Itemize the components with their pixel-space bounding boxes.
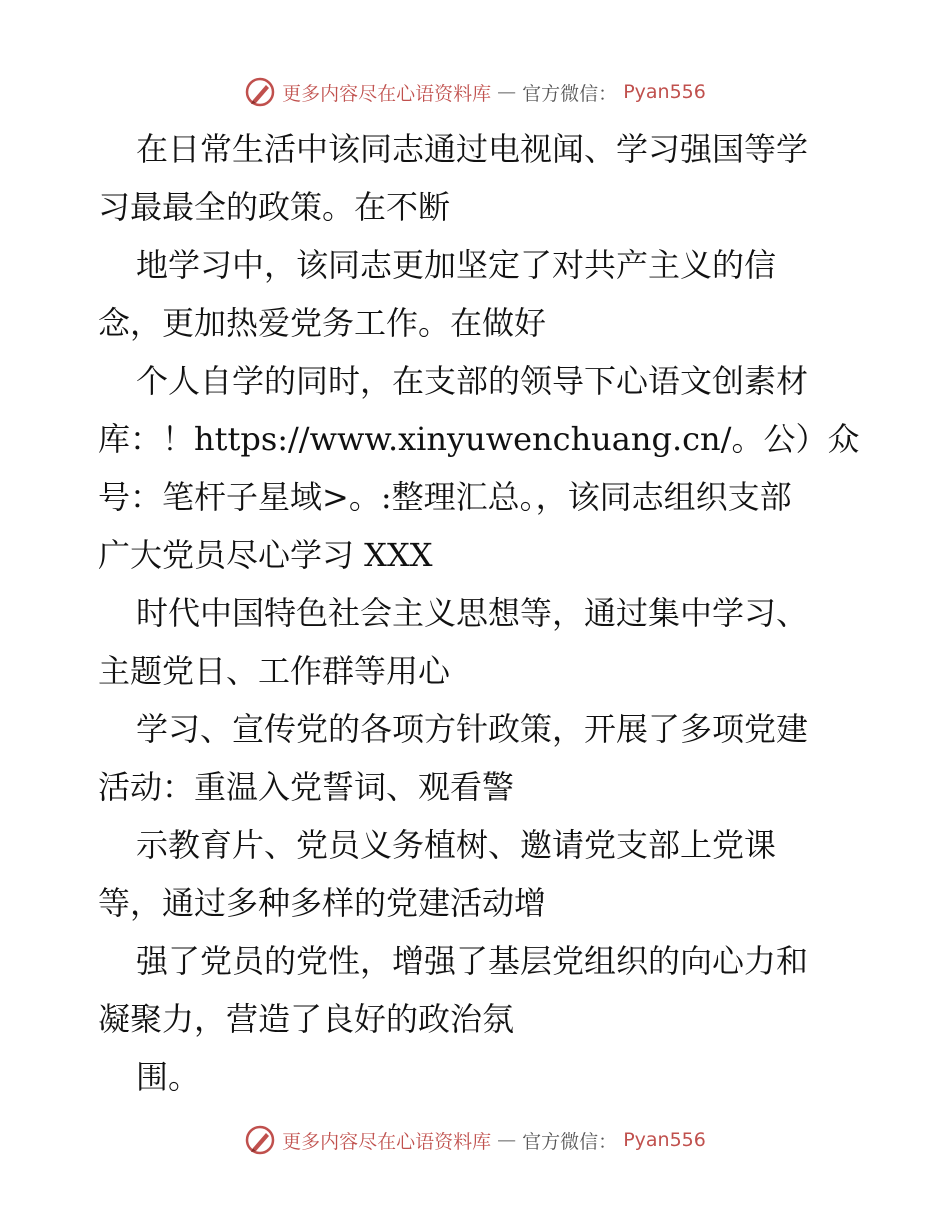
paragraph-line: 念，更加热爱党务工作。在做好 — [98, 304, 547, 342]
paragraph-line: 习最最全的政策。在不断 — [98, 188, 451, 226]
paragraph-line: 凝聚力，营造了良好的政治氛 — [98, 1000, 515, 1038]
paragraph-line: 主题党日、工作群等用心 — [98, 652, 451, 690]
pen-logo-icon — [244, 76, 276, 108]
footer-wechat-id: Pyan556 — [623, 1129, 706, 1151]
footer-separator: — — [497, 1129, 517, 1151]
paragraph-line: 时代中国特色社会主义思想等，通过集中学习、 — [136, 594, 809, 632]
paragraph-line: 示教育片、党员义务植树、邀请党支部上党课 — [136, 826, 777, 864]
paragraph-1 — [98, 120, 858, 236]
paragraph-line: 广大党员尽心学习 XXX — [98, 536, 433, 574]
paragraph-line: 个人自学的同时，在支部的领导下心语文创素材 — [136, 362, 809, 400]
header-wechat-id: Pyan556 — [623, 81, 706, 103]
paragraph-5 — [98, 700, 858, 816]
header-watermark — [0, 72, 950, 112]
paragraph-4 — [98, 584, 858, 700]
paragraph-line: 在日常生活中该同志通过电视闻、学习强国等学 — [136, 130, 809, 168]
paragraph-6 — [98, 816, 858, 932]
footer-brand-text: 更多内容尽在心语资料库 — [282, 1130, 492, 1153]
header-separator: — — [497, 81, 517, 103]
footer-watermark — [0, 1120, 950, 1160]
paragraph-line: 学习、宣传党的各项方针政策，开展了多项党建 — [136, 710, 809, 748]
paragraph-line: 活动：重温入党誓词、观看警 — [98, 768, 515, 806]
paragraph-7 — [98, 932, 858, 1048]
paragraph-line: 等，通过多种多样的党建活动增 — [98, 884, 547, 922]
paragraph-line: 强了党员的党性，增强了基层党组织的向心力和 — [136, 942, 809, 980]
paragraph-line: 号：笔杆子星域>。:整理汇总。，该同志组织支部 — [98, 478, 792, 516]
document-body — [98, 120, 858, 1106]
paragraph-line: 地学习中，该同志更加坚定了对共产主义的信 — [136, 246, 777, 284]
paragraph-line: 库：！https://www.xinyuwenchuang.cn/。公）众 — [98, 420, 860, 458]
paragraph-3 — [98, 352, 858, 584]
paragraph-8 — [98, 1048, 858, 1106]
paragraph-2 — [98, 236, 858, 352]
pen-logo-icon — [244, 1124, 276, 1156]
paragraph-line: 围。 — [136, 1058, 201, 1096]
header-brand-text: 更多内容尽在心语资料库 — [282, 82, 492, 105]
header-wechat-label: 官方微信： — [522, 82, 618, 105]
footer-wechat-label: 官方微信： — [522, 1130, 618, 1153]
